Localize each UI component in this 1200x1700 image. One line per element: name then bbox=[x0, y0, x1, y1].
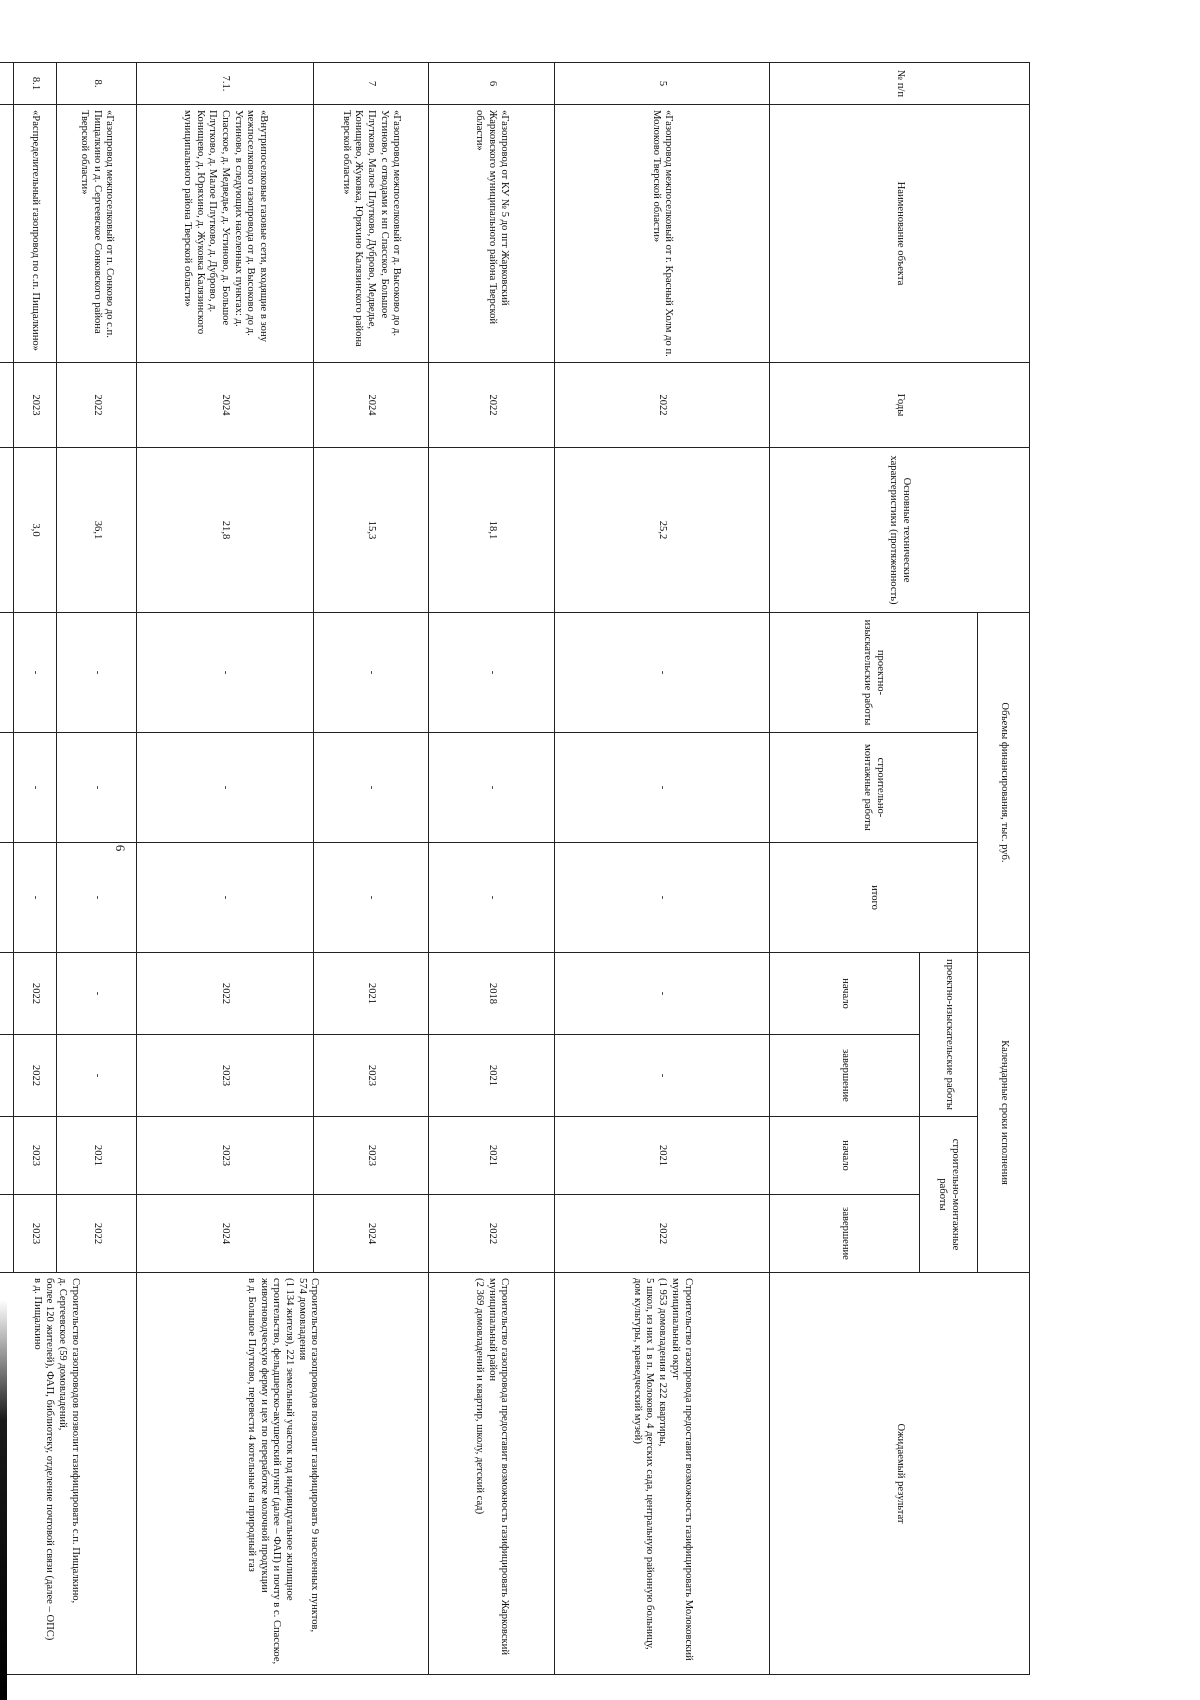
year-cell bbox=[0, 363, 13, 448]
page-number: 6 bbox=[113, 844, 128, 852]
pir-end-cell: - bbox=[57, 1035, 137, 1117]
fin-smr-cell: - bbox=[136, 733, 313, 843]
fin-total-cell: - bbox=[554, 843, 769, 953]
length-cell: 3,0 bbox=[13, 448, 57, 613]
fin-total-cell: - bbox=[428, 843, 554, 953]
length-cell: 18,1 bbox=[428, 448, 554, 613]
pir-end-cell: 2023 bbox=[313, 1035, 428, 1117]
header-pir-start: начало bbox=[770, 953, 920, 1035]
header-fin-pir: проектно-изыскательские работы bbox=[770, 613, 978, 733]
fin-pir-cell bbox=[0, 613, 13, 733]
smr-start-cell: 2023 bbox=[136, 1117, 313, 1195]
row-num: 7 bbox=[313, 63, 428, 105]
result-cell: Строительство газопровода предоставит возможность газифицировать Жарковский муниципальный район (2 369 домовладений и квартир, школу, детский сад) bbox=[428, 1273, 554, 1675]
year-cell: 2022 bbox=[57, 363, 137, 448]
gas-pipeline-table bbox=[0, 62, 1030, 1675]
header-calendar: Календарные сроки исполнения bbox=[978, 953, 1030, 1273]
length-cell: 15,3 bbox=[313, 448, 428, 613]
fin-smr-cell: - bbox=[13, 733, 57, 843]
pir-end-cell: 2021 bbox=[428, 1035, 554, 1117]
length-cell: 21,8 bbox=[136, 448, 313, 613]
header-cal-smr: строительно-монтажные работы bbox=[920, 1117, 978, 1273]
rotated-sheet bbox=[0, 62, 1030, 1674]
smr-start-cell: 2023 bbox=[13, 1117, 57, 1195]
header-fin-smr: строительно-монтажные работы bbox=[770, 733, 978, 843]
year-cell: 2022 bbox=[554, 363, 769, 448]
header-years: Годы bbox=[770, 363, 1030, 448]
pir-start-cell: - bbox=[57, 953, 137, 1035]
fin-pir-cell: - bbox=[57, 613, 137, 733]
smr-end-cell bbox=[0, 1195, 13, 1273]
fin-smr-cell: - bbox=[428, 733, 554, 843]
row-num: 5 bbox=[554, 63, 769, 105]
smr-end-cell: 2024 bbox=[136, 1195, 313, 1273]
fin-smr-cell bbox=[0, 733, 13, 843]
length-cell: 36,1 bbox=[57, 448, 137, 613]
pir-start-cell: 2018 bbox=[428, 953, 554, 1035]
smr-end-cell: 2024 bbox=[313, 1195, 428, 1273]
fin-total-cell: - bbox=[57, 843, 137, 953]
fin-total-cell bbox=[0, 843, 13, 953]
fin-pir-cell: - bbox=[13, 613, 57, 733]
object-name: «Газопровод межпоселковый от г. Красный Холм до п. Молоково Тверской области» bbox=[554, 105, 769, 363]
smr-start-cell: 2021 bbox=[57, 1117, 137, 1195]
length-cell: 25,2 bbox=[554, 448, 769, 613]
pir-end-cell: 2022 bbox=[13, 1035, 57, 1117]
pir-start-cell: 2022 bbox=[136, 953, 313, 1035]
pir-end-cell: 2023 bbox=[136, 1035, 313, 1117]
year-cell: 2024 bbox=[136, 363, 313, 448]
fin-pir-cell: - bbox=[428, 613, 554, 733]
fin-total-cell: - bbox=[136, 843, 313, 953]
header-pir-end: завершение bbox=[770, 1035, 920, 1117]
object-name: «Распределительный газопровод по с.п. Пищалкино» bbox=[13, 105, 57, 363]
object-name: «Газопровод межпоселковый от п. Сонково до с.п. Пищалкино и д. Сергеевское Сонковского района Тверской области» bbox=[57, 105, 137, 363]
header-fin-total: итого bbox=[770, 843, 978, 953]
scan-edge-shadow bbox=[0, 1300, 7, 1700]
year-cell: 2024 bbox=[313, 363, 428, 448]
smr-end-cell: 2022 bbox=[57, 1195, 137, 1273]
length-cell bbox=[0, 448, 13, 613]
header-cal-pir: проектно-изыскательские работы bbox=[920, 953, 978, 1117]
header-num: № п/п bbox=[770, 63, 1030, 105]
header-name: Наименование объекта bbox=[770, 105, 1030, 363]
year-cell: 2022 bbox=[428, 363, 554, 448]
smr-start-cell bbox=[0, 1117, 13, 1195]
pir-start-cell: - bbox=[554, 953, 769, 1035]
result-cell: Строительство газопроводов позволит газифицировать с.п. Пищалкино, д. Сергеевское (59 домовладений, более 120 жителей), ФАП, библиотеку, отделение почтовой связи (далее – ОПС) в д. Пищалкино bbox=[0, 1273, 136, 1675]
table-row bbox=[313, 63, 428, 1675]
fin-smr-cell: - bbox=[57, 733, 137, 843]
header-tech: Основные технические характеристики (протяженность) bbox=[770, 448, 1030, 613]
smr-end-cell: 2022 bbox=[428, 1195, 554, 1273]
pir-start-cell bbox=[0, 953, 13, 1035]
table-row bbox=[428, 63, 554, 1675]
header-result: Ожидаемый результат bbox=[770, 1273, 1030, 1675]
table-row bbox=[554, 63, 769, 1675]
header-smr-start: начало bbox=[770, 1117, 920, 1195]
fin-total-cell: - bbox=[13, 843, 57, 953]
row-num: 7.1. bbox=[136, 63, 313, 105]
fin-total-cell: - bbox=[313, 843, 428, 953]
pir-end-cell bbox=[0, 1035, 13, 1117]
result-cell: Строительство газопроводов позволит газифицировать 9 населенных пунктов, 574 домовладения (1 134 жителя), 221 земельный участок под индивидуальное жилищное строительство, фельдшерско-акушерский пункт (далее – ФАП) и почту в с. Спасское, животноводческую ферму и цех по переработке молочной продукции в д. Большое Плутково, перевести 4 котельные на природный газ bbox=[136, 1273, 428, 1675]
pir-start-cell: 2022 bbox=[13, 953, 57, 1035]
smr-start-cell: 2021 bbox=[554, 1117, 769, 1195]
table-row bbox=[57, 63, 137, 1675]
object-name bbox=[0, 105, 13, 363]
object-name: «Газопровод межпоселковый от д. Высоково до д. Устиново, с отводами к нп Спасское, Большое Плутково, Малое Плутково, Дуброво, Медведье, Конищево, Жуковка, Юряхино Калязинского района Тверской области» bbox=[313, 105, 428, 363]
header-finance: Объемы финансирования, тыс. руб. bbox=[978, 613, 1030, 953]
year-cell: 2023 bbox=[13, 363, 57, 448]
object-name: «Газопровод от КУ № 5 до пгт Жарковский Жарковского муниципального района Тверской области» bbox=[428, 105, 554, 363]
row-num: 8.1 bbox=[13, 63, 57, 105]
row-num: 6 bbox=[428, 63, 554, 105]
row-num: 8. bbox=[57, 63, 137, 105]
fin-pir-cell: - bbox=[554, 613, 769, 733]
fin-smr-cell: - bbox=[313, 733, 428, 843]
pir-start-cell: 2021 bbox=[313, 953, 428, 1035]
object-name: «Внутрипоселковые газовые сети, входящие в зону межпоселкового газопровода от д. Высоково до д. Устиново, в следующих населенных пунктах: д. Спасское, д. Медведье, д. Устиново, д. Большое Плутково, д. Малое Плутково, д. Дуброво, д. Конищево, д. Юряхино, д. Жуковка Калязинского муниципального района Тверской области» bbox=[136, 105, 313, 363]
smr-end-cell: 2022 bbox=[554, 1195, 769, 1273]
result-cell: Строительство газопровода предоставит возможность газифицировать Молоковский муниципальный округ (1 953 домовладения и 222 квартиры, 5 школ, из них 1 в п. Молоково, 4 детских сада, центральную районную больницу, дом культуры, краеведческий музей) bbox=[554, 1273, 769, 1675]
fin-pir-cell: - bbox=[313, 613, 428, 733]
smr-start-cell: 2023 bbox=[313, 1117, 428, 1195]
pir-end-cell: - bbox=[554, 1035, 769, 1117]
smr-end-cell: 2023 bbox=[13, 1195, 57, 1273]
fin-pir-cell: - bbox=[136, 613, 313, 733]
fin-smr-cell: - bbox=[554, 733, 769, 843]
header-smr-end: завершение bbox=[770, 1195, 920, 1273]
smr-start-cell: 2021 bbox=[428, 1117, 554, 1195]
row-num bbox=[0, 63, 13, 105]
